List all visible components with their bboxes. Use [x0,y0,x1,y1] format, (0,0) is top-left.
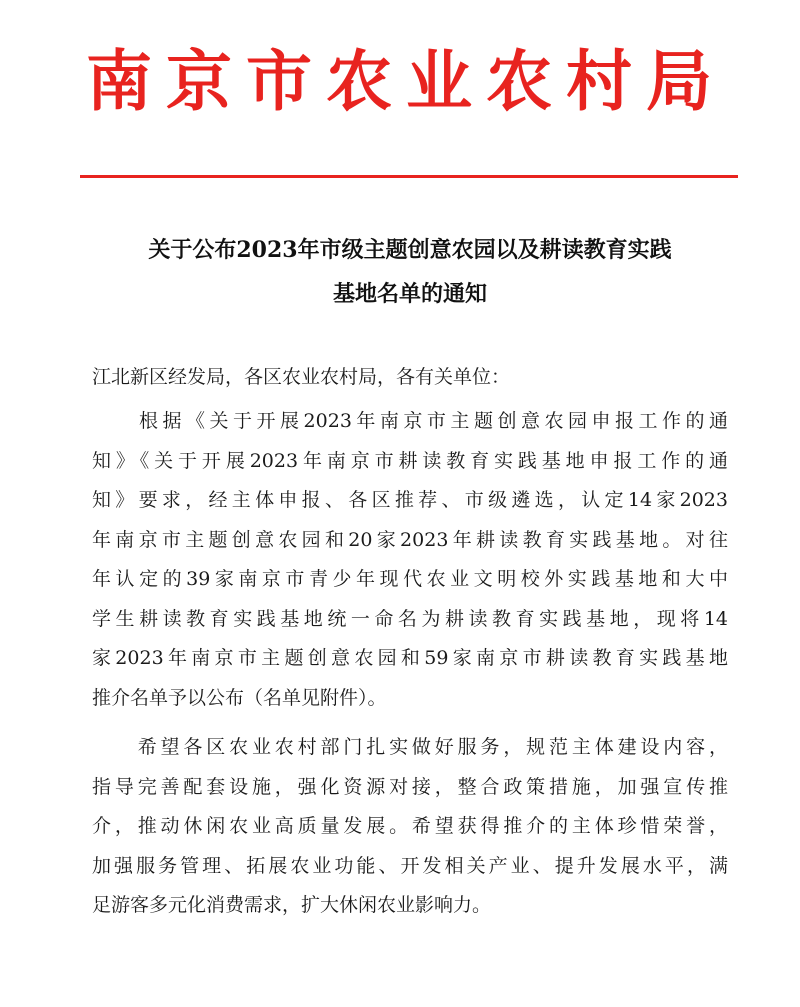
paragraph-line: 年南京市主题创意农园和20家2023年耕读教育实践基地。对往 [92,528,728,551]
paragraph-line: 学生耕读教育实践基地统一命名为耕读教育实践基地，现将14 [92,607,728,630]
paragraph-line: 介，推动休闲农业高质量发展。希望获得推介的主体珍惜荣誉， [92,815,728,837]
paragraph-line: 希望各区农业农村部门扎实做好服务，规范主体建设内容， [92,736,728,758]
paragraph-line: 推介名单予以公布（名单见附件）。 [92,686,387,709]
paragraph-line: 指导完善配套设施，强化资源对接，整合政策措施，加强宣传推 [92,775,728,798]
title-line-2: 基地名单的通知 [332,281,487,307]
paragraph-line: 年认定的39家南京市青少年现代农业文明校外实践基地和大中 [92,568,728,590]
body-paragraph-2 [92,728,728,926]
paragraph-line: 知》《关于开展2023年南京市耕读教育实践基地申报工作的通 [92,449,728,472]
paragraph-line: 知》要求，经主体申报、各区推荐、市级遴选，认定14家2023 [92,489,728,511]
body-paragraph-1 [92,402,728,718]
title-line-1: 关于公布2023年市级主题创意农园以及耕读教育实践 [148,237,672,263]
paragraph-line: 足游客多元化消费需求，扩大休闲农业影响力。 [92,894,492,916]
red-divider-line [80,175,738,178]
recipient-line: 江北新区经发局，各区农业农村局，各有关单位： [92,366,511,388]
paragraph-line: 加强服务管理、拓展农业功能、开发相关产业、提升发展水平，满 [92,854,728,877]
document-title [60,228,760,316]
issuer-header: 南京市农业农村局 [86,42,726,120]
paragraph-line: 根据《关于开展2023年南京市主题创意农园申报工作的通 [92,410,728,432]
paragraph-line: 家2023年南京市主题创意农园和59家南京市耕读教育实践基地 [92,647,728,669]
